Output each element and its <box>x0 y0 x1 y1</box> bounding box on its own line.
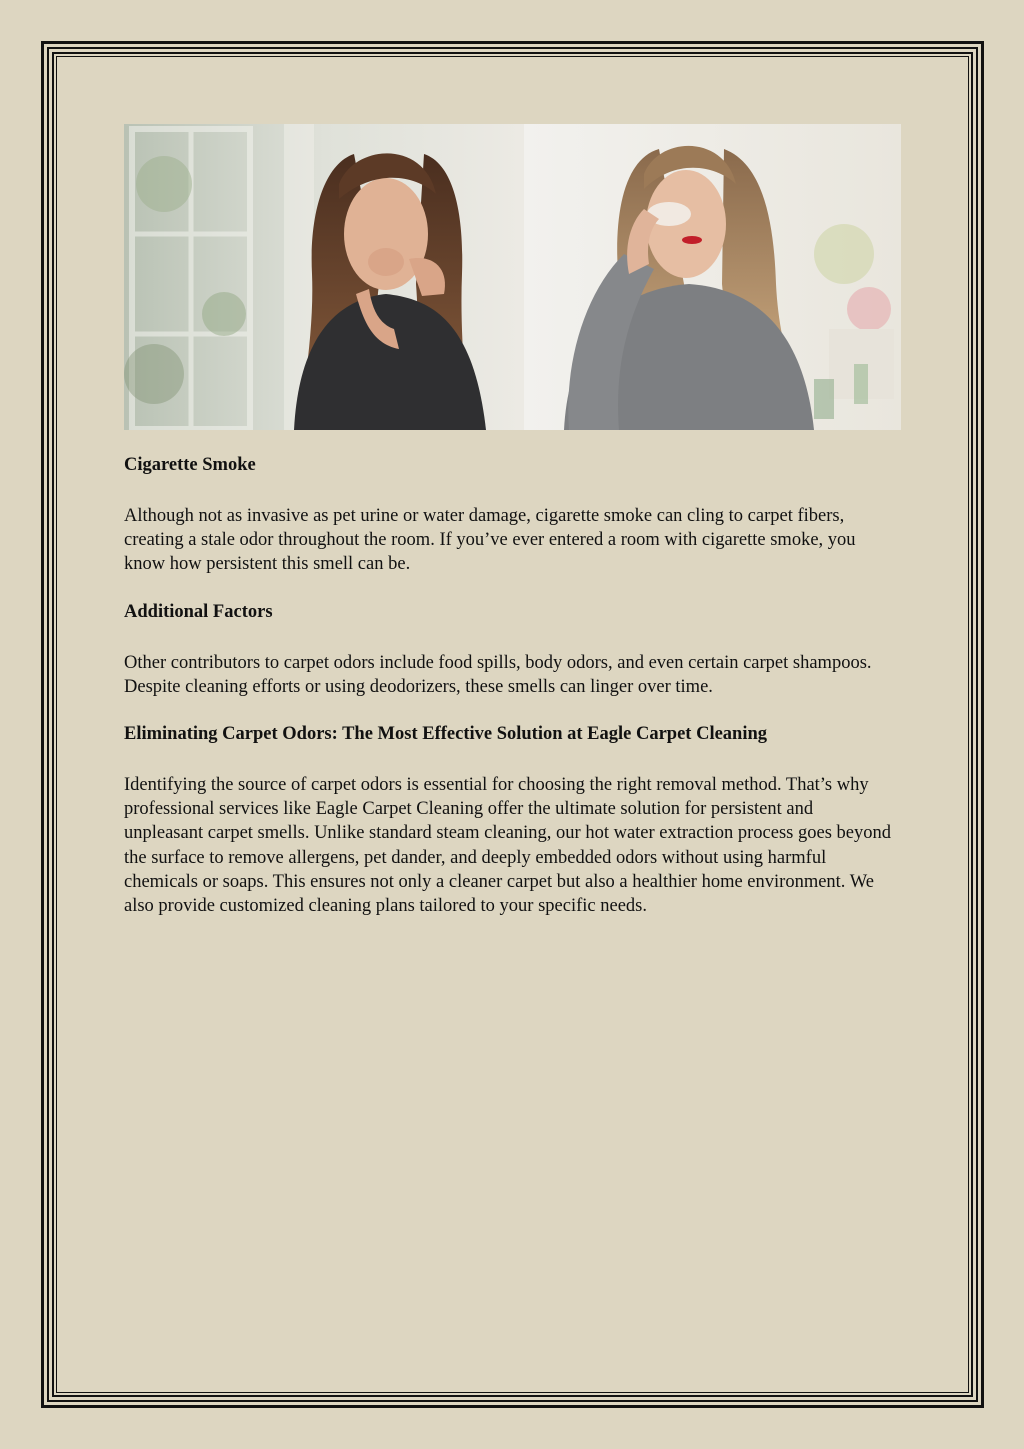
section-heading: Cigarette Smoke <box>124 455 256 475</box>
article-body <box>124 452 894 940</box>
section-paragraph: Although not as invasive as pet urine or water damage, cigarette smoke can cling to carpet fibers, creating a stale odor throughout the room. If you’ve ever entered a room with cigarette smoke, you know how persistent this smell can be. <box>124 506 856 575</box>
women-smelling-odor-photo <box>124 124 901 430</box>
section-paragraph: Identifying the source of carpet odors is essential for choosing the right removal method. That’s why professional services like Eagle Carpet Cleaning offer the ultimate solution for persistent and unpleasant carpet smells. Unlike standard steam cleaning, our hot water extraction process goes beyond the surface to remove allergens, pet dander, and deeply embedded odors without using harmful chemicals or soaps. This ensures not only a cleaner carpet but also a healthier home environment. We also provide customized cleaning plans tailored to your specific needs. <box>124 775 891 917</box>
section-heading: Additional Factors <box>124 601 273 622</box>
section-paragraph: Other contributors to carpet odors include food spills, body odors, and even certain carpet shampoos. Despite cleaning efforts or using deodorizers, these smells can linger over time. <box>124 652 872 697</box>
section-heading: Eliminating Carpet Odors: The Most Effective Solution at Eagle Carpet Cleaning <box>124 724 768 745</box>
